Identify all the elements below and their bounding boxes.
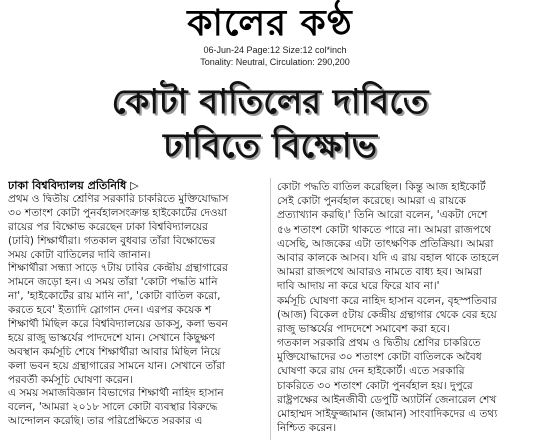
article-line: না', 'হাইকোর্টের রায় মানি না', 'কোটা বাতিল করো, [8,290,221,303]
article-line: রায়ের পর বিক্ষোভ করেছেন ঢাকা বিশ্ববিদ্যালয়ের [8,220,208,233]
article-line: মোহাম্মদ সাইফুজ্জামান (জামান) সাংবাদিকদের এ তথ্য [277,408,498,420]
article-column-right [277,180,535,442]
article-line: রাজু ভাস্কর্যের পাদদেশে সমাবেশ করা হবে। [277,322,450,335]
article-line: ৫৬ শতাংশ কোটা থাকতে পারে না। আমরা রাজপথে [277,223,492,236]
article-line: নিশ্চিত করেন। [277,422,337,435]
article-line: সেই কোটা পুনর্বহাল করেছে। আমরা এ রায়কে [277,195,466,208]
article-line: করতে হবে' ইত্যাদি স্লোগান দেন। এরপর কয়েক শ [8,304,212,317]
article-line: রাষ্ট্রপক্ষের আইনজীবী ডেপুটি অ্যাটর্নি জেনারেল শেখ [277,393,497,406]
article-line: শিক্ষার্থীরা সন্ধ্যা সাড়ে ৭টায় ঢাবির কেন্দ্রীয় গ্রন্থাগারের [8,262,228,275]
article-line: ৩০ শতাংশ কোটা পুনর্বহালসংক্রান্ত হাইকোর্টের দেওয়া [8,206,227,219]
clipping-meta-tonality: Tonality: Neutral, Circulation: 290,200 [200,57,350,67]
article-line: পরবর্তী কর্মসূচি ঘোষণা করেন। [8,373,133,386]
article-line: কর্মসূচি ঘোষণা করে নাহিদ হাসান বলেন, বৃহস্পতিবার [277,294,497,307]
article-line: এসেছি, আজকের এটা তাৎক্ষণিক প্রতিক্রিয়া। আমরা [277,237,494,250]
newspaper-logo: কালের কণ্ঠ [187,2,353,44]
article-line: কলা ভবন হয়ে গ্রন্থাগারের সামনে যান। সেখানে তাঁরা [8,359,226,372]
article-line: (ঢাবি) শিক্ষার্থীরা। গতকাল বুধবার তাঁরা বিক্ষোভের [8,234,216,247]
article-line: হয়ে রাজু ভাস্কর্যের পাদদেশে যান। সেখানে কিছুক্ষণ [8,331,215,344]
article-line: প্রত্যাখ্যান করছি।' তিনি আরো বলেন, 'একটা দেশে [277,209,488,222]
article-line: সামনে জড়ো হন। এ সময় তাঁরা 'কোটা পদ্ধতি মানি [8,276,218,289]
column-divider [270,178,271,440]
article-line: আন্দোলন করেছি। তার পরিপ্রেক্ষিতে সরকার এ [8,415,203,428]
article-line: আবার কালকে আসব। যদি এ রায় বহাল থাকে তাহলে [277,251,499,264]
article-column-left [8,178,264,440]
article-line: শিক্ষার্থী মিছিল করে বিশ্ববিদ্যালয়ের ডাকসু, কলা ভবন [8,318,228,331]
article-line: ঘোষণা করে রায় দেন হাইকোর্ট। এতে সরকারি [277,365,465,378]
byline: ঢাকা বিশ্ববিদ্যালয় প্রতিনিধি ▷ [8,179,139,192]
article-line: (আজ) বিকেল ৫টায় কেন্দ্রীয় গ্রন্থাগার থেকে বের হয়ে [277,308,497,321]
article-line: দাবি আদায় না করে ঘরে ফিরে যাব না।' [277,280,440,293]
article-line: সময় কোটা বাতিলের দাবি জানান। [8,248,151,261]
article-line: চাকরিতে ৩০ শতাংশ কোটা পুনর্বহাল হয়। দুপুরে [277,379,473,392]
article-line: গতকাল সরকারি প্রথম ও দ্বিতীয় শ্রেণির চাকরিতে [277,337,481,350]
headline-line-1: কোটা বাতিলের দাবিতে [111,82,429,122]
article-line: কোটা পদ্ধতি বাতিল করেছিল। কিন্তু আজ হাইকোর্ট [277,181,486,193]
article-line: আমরা রাজপথে আবারও নামতে বাধ্য হব। আমরা [277,266,482,279]
article-line: প্রথম ও দ্বিতীয় শ্রেণির সরকারি চাকরিতে মুক্তিযোদ্ধাস [8,193,229,205]
article-line: মুক্তিযোদ্ধাদের ৩০ শতাংশ কোটা বাতিলকে অবৈধ [277,351,482,364]
article-line: এ সময় সমাজবিজ্ঞান বিভাগের শিক্ষার্থী নাহিদ হাসান [8,387,224,400]
headline-line-2: ঢাবিতে বিক্ষোভ [163,126,377,166]
article-line: অবস্থান কর্মসূচি শেষে শিক্ষার্থীরা আবার মিছিল নিয়ে [8,345,221,358]
article-line: বলেন, 'আমরা ২০১৮ সালে কোটা ব্যবস্থার বিরুদ্ধে [8,401,218,414]
clipping-meta-date-page: 06-Jun-24 Page:12 Size:12 col*inch [203,45,347,55]
